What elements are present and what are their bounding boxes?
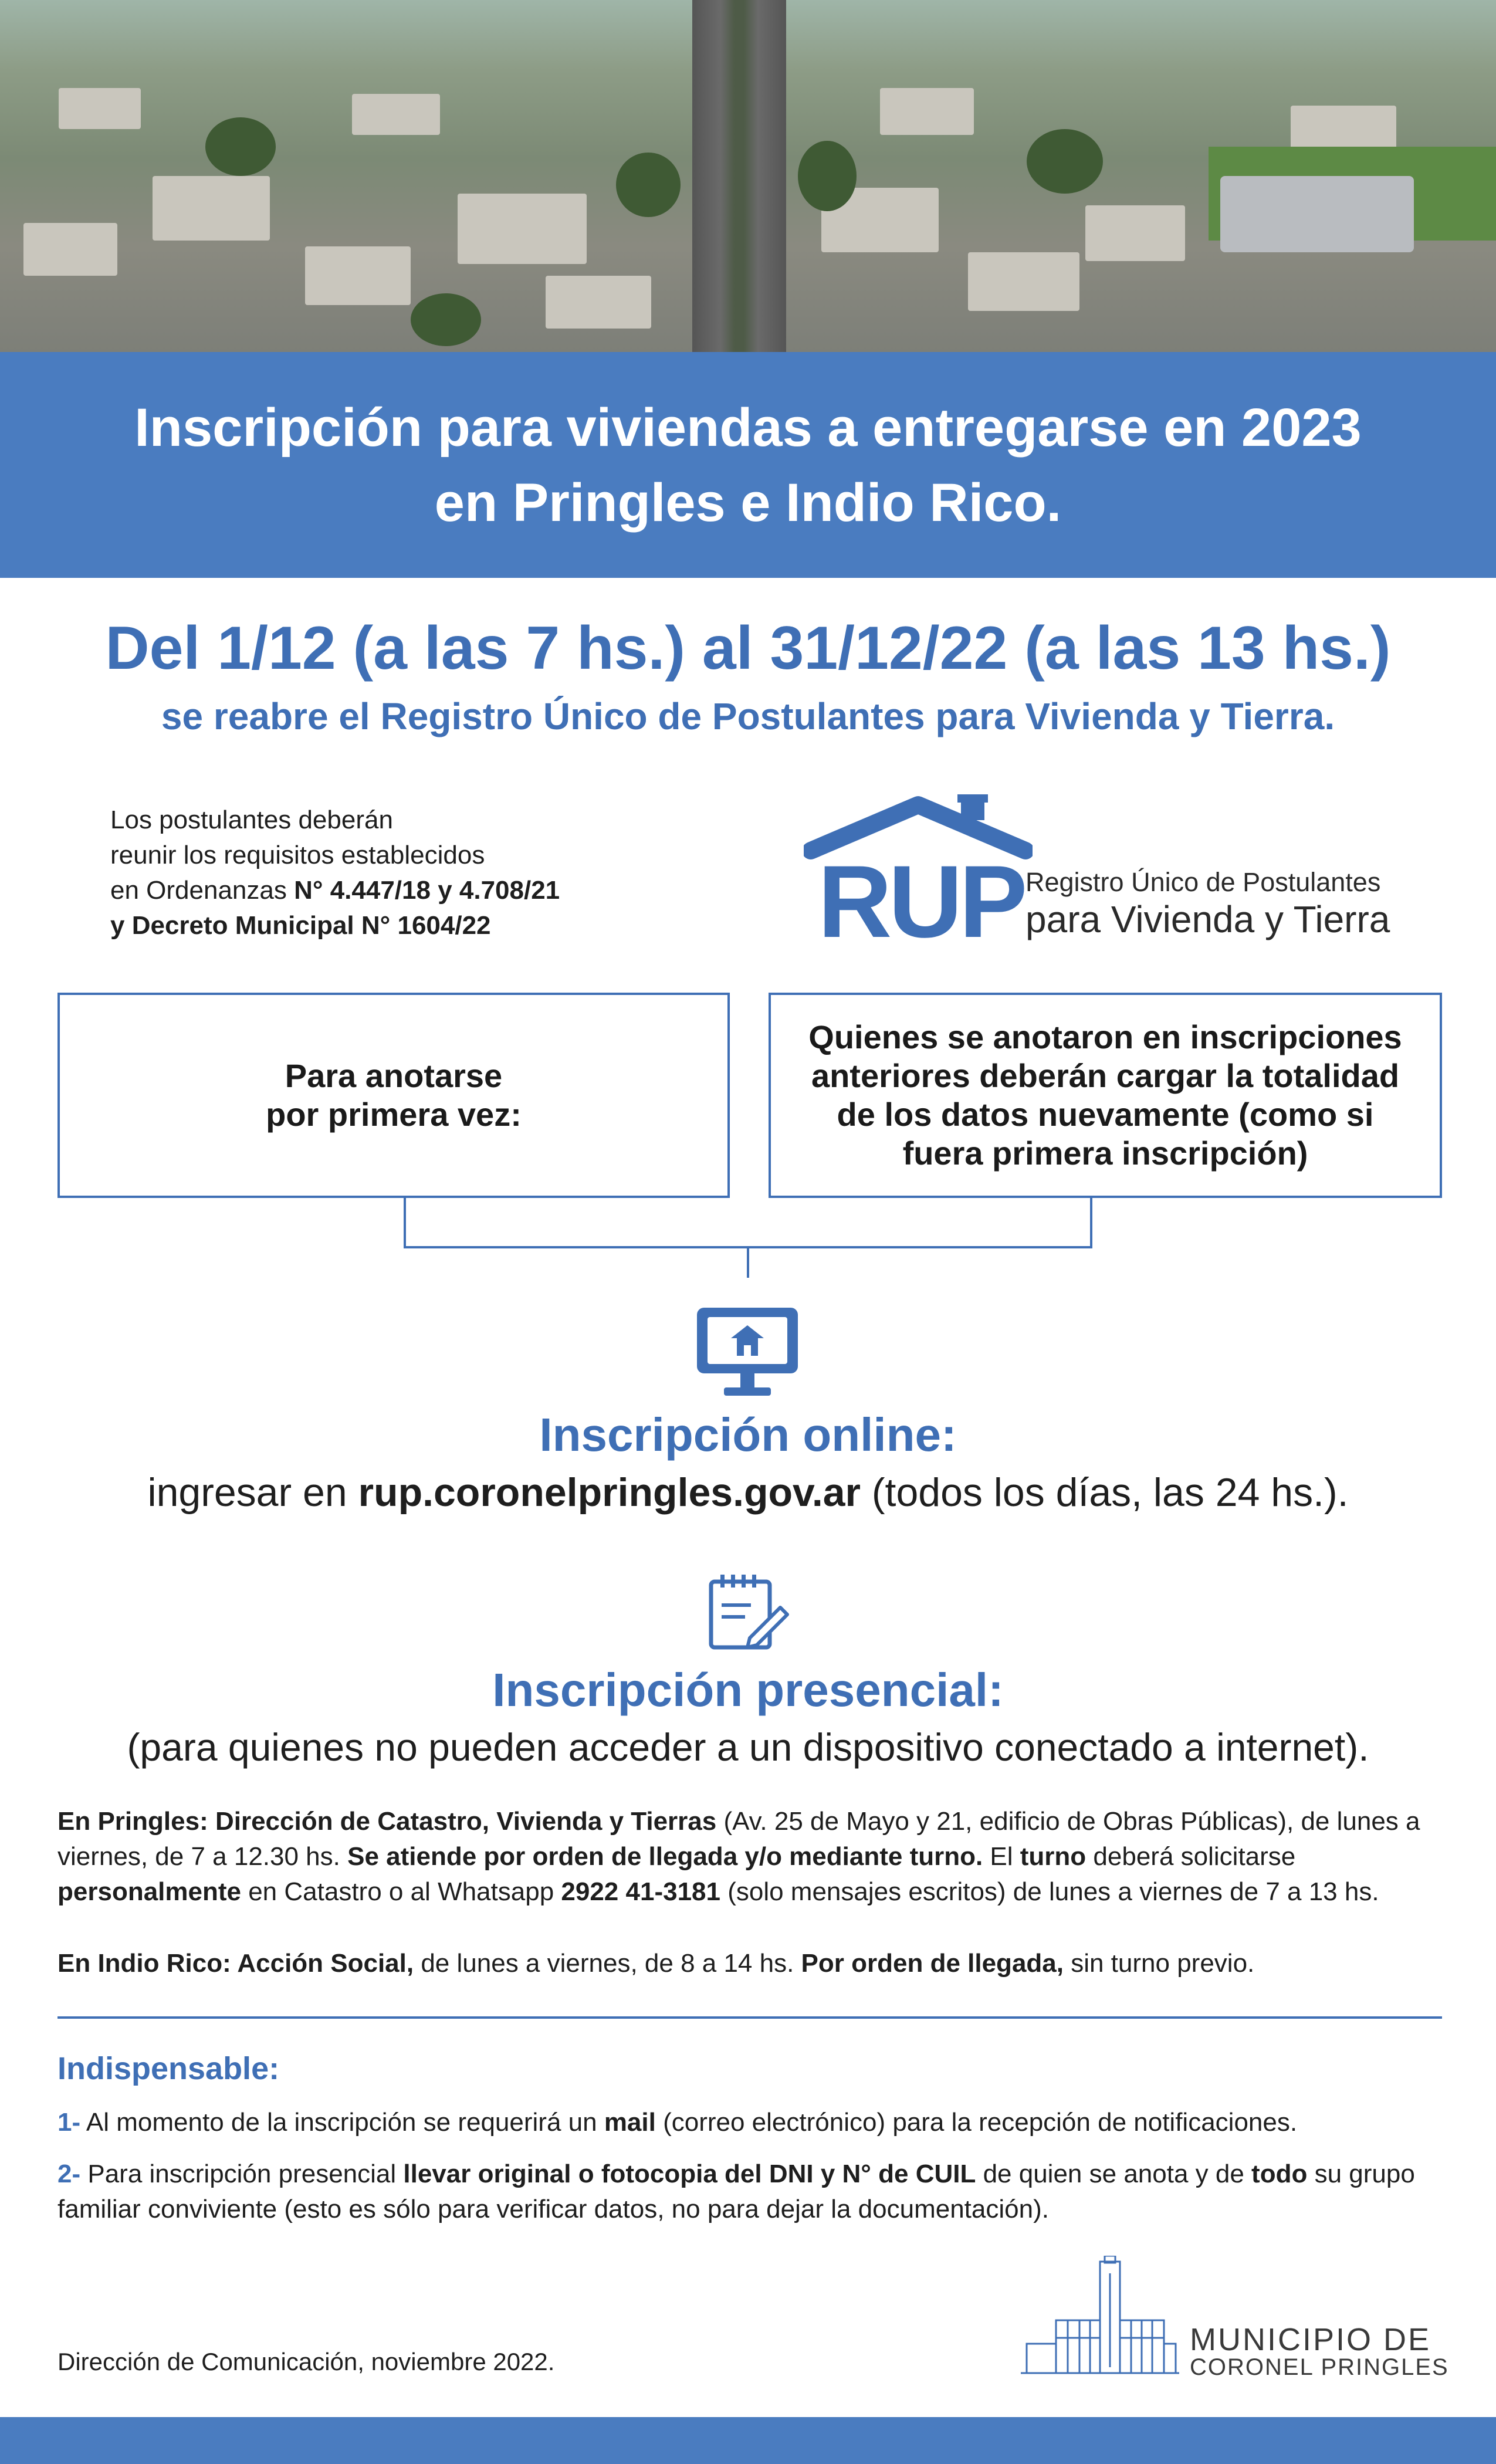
- rup-line1: Registro Único de Postulantes: [1025, 867, 1381, 897]
- municipality-name-line2: CORONEL PRINGLES: [1190, 2354, 1449, 2380]
- photo-avenue: [692, 0, 786, 352]
- indio-rico-text: sin turno previo.: [1063, 1949, 1255, 1978]
- item-dni-cuil: llevar original o fotocopia del DNI y N° de CUIL: [403, 2160, 976, 2188]
- photo-house: [968, 252, 1079, 311]
- bottom-band: [0, 2417, 1496, 2464]
- connector-right: [1090, 1198, 1092, 1248]
- computer-house-icon: [695, 1305, 800, 1399]
- pringles-attention: Se atiende por orden de llegada y/o mediante turno.: [347, 1842, 983, 1871]
- photo-tree: [616, 153, 681, 217]
- req-line3: [110, 873, 668, 908]
- municipality-name-line1: MUNICIPIO DE: [1190, 2322, 1431, 2357]
- photo-tree: [798, 141, 857, 211]
- photo-house: [153, 176, 270, 241]
- pringles-text: (solo mensajes escritos) de lunes a viernes de 7 a 13 hs.: [720, 1877, 1379, 1906]
- hero-aerial-photo: [0, 0, 1496, 352]
- req-line3-prefix: en Ordenanzas: [110, 876, 295, 905]
- indispensable-item-2: [57, 2157, 1454, 2227]
- photo-house: [546, 276, 651, 329]
- photo-gym-building: [1220, 176, 1414, 252]
- photo-house: [352, 94, 440, 135]
- req-line4: [110, 908, 668, 943]
- item-text: (correo electrónico) para la recepción de notificaciones.: [655, 2108, 1298, 2137]
- town-hall-icon: [1021, 2256, 1179, 2379]
- req-line1: Los postulantes deberán: [110, 805, 393, 834]
- pringles-text: El: [983, 1842, 1020, 1871]
- notepad-pencil-icon: [704, 1572, 792, 1654]
- pringles-turno: turno: [1020, 1842, 1087, 1871]
- dates-subline: se reabre el Registro Único de Postulantes para Vivienda y Tierra.: [161, 695, 1335, 737]
- photo-tree: [411, 293, 481, 346]
- pringles-office: En Pringles: Dirección de Catastro, Vivienda y Tierras: [57, 1807, 717, 1836]
- dates-block: [0, 610, 1496, 743]
- rup-logo: [804, 792, 1408, 959]
- connector-center: [747, 1246, 749, 1278]
- indio-rico-office: En Indio Rico: Acción Social,: [57, 1949, 414, 1978]
- indio-rico-paragraph: [57, 1946, 1454, 1981]
- photo-house: [23, 223, 117, 276]
- req-decree: y Decreto Municipal N° 1604/22: [110, 911, 491, 940]
- photo-tree: [205, 117, 276, 176]
- page-title-line1: Inscripción para viviendas a entregarse en 2023: [134, 397, 1362, 458]
- whatsapp-number: 2922 41-3181: [561, 1877, 720, 1906]
- previous-registrants-box: [769, 993, 1442, 1198]
- online-title: Inscripción online:: [539, 1409, 957, 1461]
- photo-house: [59, 88, 141, 129]
- photo-house: [1085, 205, 1185, 261]
- item-number: 1-: [57, 2108, 81, 2137]
- rup-line2: para Vivienda y Tierra: [1025, 898, 1390, 940]
- pringles-text: deberá solicitarse: [1086, 1842, 1296, 1871]
- first-time-box: [57, 993, 730, 1198]
- photo-tree: [1027, 129, 1103, 194]
- pringles-address-hours: (Av. 25 de Mayo y 21, edificio de Obras Públicas), de lunes a viernes, de 7 a 12.30 hs.: [57, 1807, 1420, 1871]
- online-instructions: [0, 1470, 1496, 1515]
- req-ordinances: N° 4.447/18 y 4.708/21: [294, 876, 560, 905]
- page-title-line2: en Pringles e Indio Rico.: [434, 472, 1062, 533]
- rup-letters: RUP: [818, 845, 1024, 959]
- req-line2: reunir los requisitos establecidos: [110, 841, 485, 869]
- item-number: 2-: [57, 2160, 81, 2188]
- pringles-text: en Catastro o al Whatsapp: [241, 1877, 561, 1906]
- connector-left: [404, 1198, 406, 1248]
- indio-rico-order: Por orden de llegada,: [801, 1949, 1064, 1978]
- dates-headline: Del 1/12 (a las 7 hs.) al 31/12/22 (a las 13 hs.): [105, 614, 1391, 682]
- indispensable-item-1: [57, 2105, 1454, 2140]
- pringles-paragraph: [57, 1804, 1454, 1910]
- title-band: [0, 352, 1496, 578]
- online-url-link[interactable]: rup.coronelpringles.gov.ar: [358, 1470, 861, 1515]
- online-text-suffix: (todos los días, las 24 hs.).: [861, 1470, 1349, 1515]
- divider: [57, 2016, 1442, 2019]
- item-todo: todo: [1251, 2160, 1308, 2188]
- presencial-subtitle: (para quienes no pueden acceder a un dispositivo conectado a internet).: [127, 1725, 1369, 1769]
- requirements-text: [110, 803, 668, 943]
- presencial-title: Inscripción presencial:: [492, 1664, 1004, 1716]
- item-text: su grupo familiar conviviente (esto es sólo para verificar datos, no para dejar la documentación).: [57, 2160, 1415, 2223]
- item-mail: mail: [604, 2108, 656, 2137]
- indispensable-title: Indispensable:: [57, 2051, 280, 2086]
- item-text: Para inscripción presencial: [80, 2160, 404, 2188]
- photo-house: [458, 194, 587, 264]
- photo-house: [1291, 106, 1396, 153]
- photo-house: [305, 246, 411, 305]
- first-time-text: Para anotarse por primera vez:: [266, 1057, 522, 1133]
- municipality-logo: [1021, 2256, 1449, 2380]
- footer-credit: Dirección de Comunicación, noviembre 2022.: [57, 2348, 555, 2375]
- online-text-prefix: ingresar en: [147, 1470, 358, 1515]
- item-text: Al momento de la inscripción se requerirá un: [80, 2108, 604, 2137]
- photo-house: [880, 88, 974, 135]
- item-text: de quien se anota y de: [976, 2160, 1252, 2188]
- indio-rico-hours: de lunes a viernes, de 8 a 14 hs.: [414, 1949, 801, 1978]
- previous-registrants-text: Quienes se anotaron en inscripciones anteriores deberán cargar la totalidad de los datos nuevamente (como si fuera primera inscripción): [808, 1018, 1402, 1172]
- pringles-personally: personalmente: [57, 1877, 241, 1906]
